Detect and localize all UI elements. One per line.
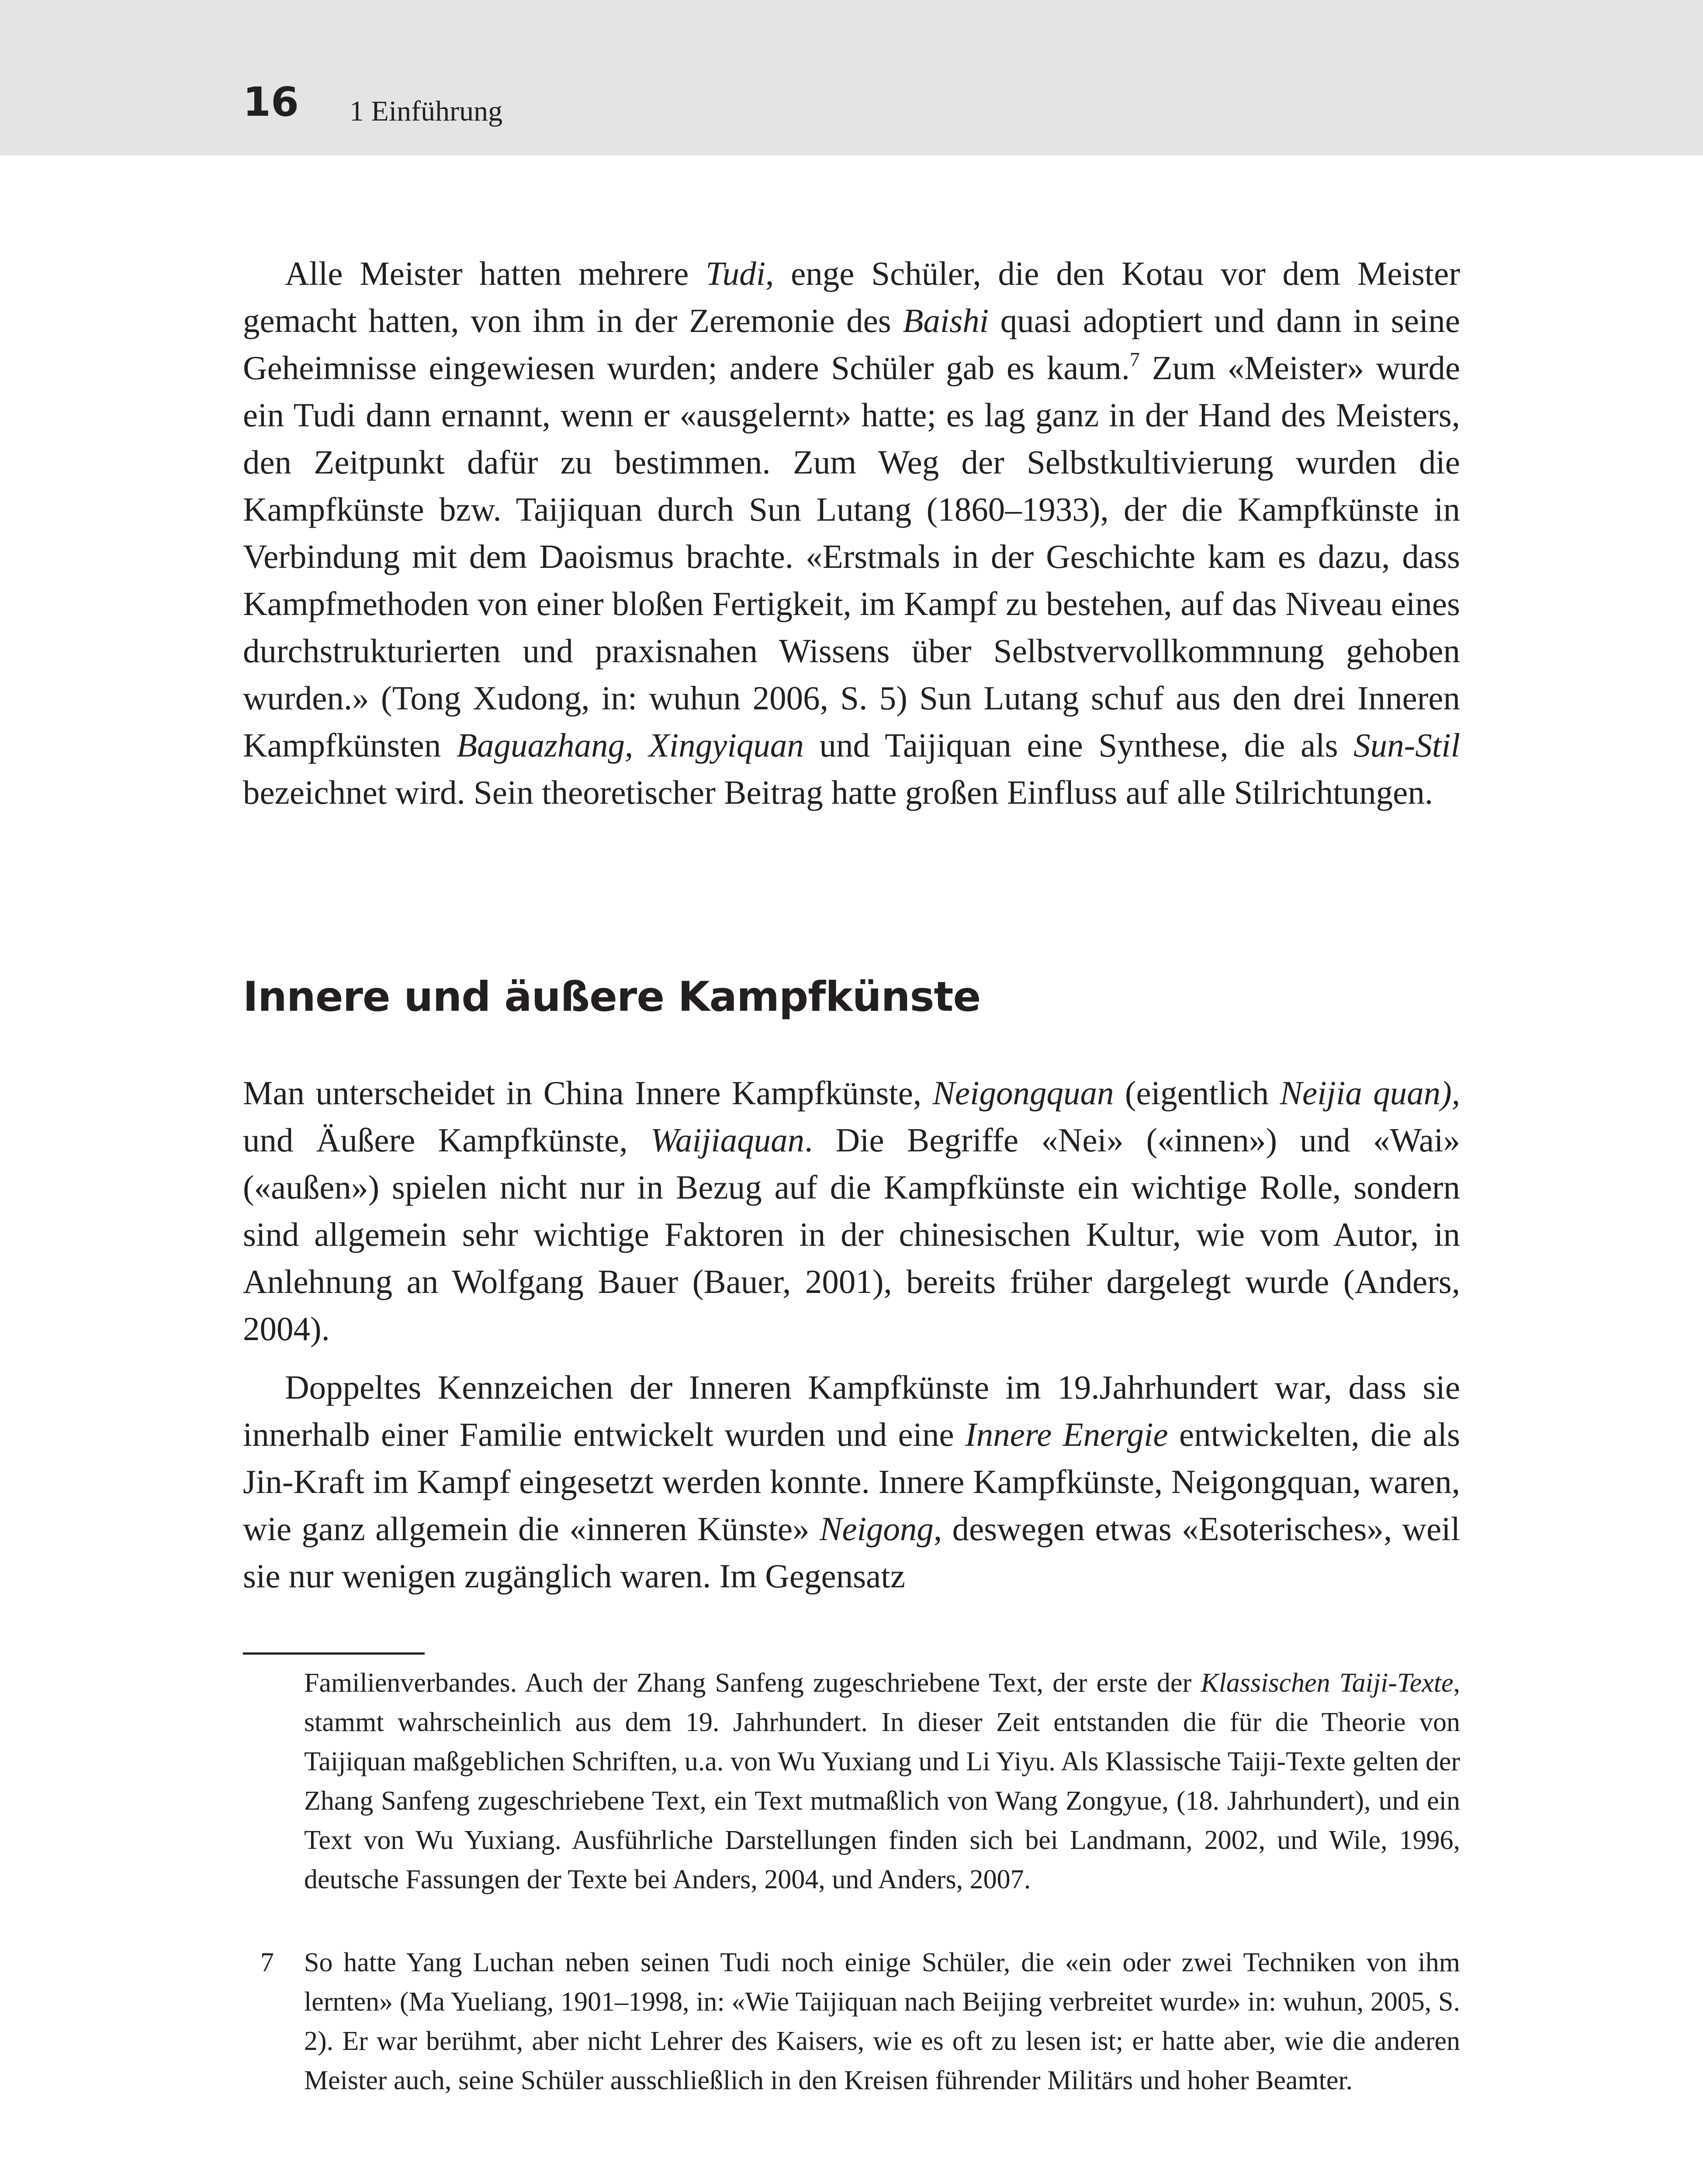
section-heading: Innere und äußere Kampfkünste <box>243 973 981 1021</box>
footnote-7 <box>243 1943 1460 2100</box>
body-paragraph-3: Doppeltes Kennzeichen der Inneren Kampfkünste im 19.Jahrhundert war, dass sie innerhalb einer Familie entwickelt wurden und eine Innere Energie entwickelten, die als Jin-Kraft im Kampf eingesetzt werden konnte. Innere Kampfkünste, Neigongquan, waren, wie ganz allgemein die «inneren Künste» Neigong, deswegen etwas «Esoterisches», weil sie nur wenigen zugänglich waren. Im Gegensatz <box>243 1368 1460 1595</box>
page-header <box>0 0 1703 156</box>
footnote-reference: 7 <box>1130 348 1140 370</box>
footnote-continued: Familienverbandes. Auch der Zhang Sanfeng zugeschriebene Text, der erste der Klassischen Taiji-Texte, stammt wahrscheinlich aus dem 19. Jahrhundert. In dieser Zeit entstanden die für die Theorie von Taijiquan maßgeblichen Schriften, u.a. von Wu Yuxiang und Li Yiyu. Als Klassische Taiji-Texte gelten der Zhang Sanfeng zugeschriebene Text, ein Text mutmaßlich von Wang Zongyue, (18. Jahrhundert), und ein Text von Wu Yuxiang. Ausführliche Darstellungen finden sich bei Landmann, 2002, und Wile, 1996, deutsche Fassungen der Texte bei Anders, 2004, und Anders, 2007. <box>304 1668 1460 1894</box>
page-number: 16 <box>243 79 299 125</box>
footnote-number: 7 <box>260 1948 274 1977</box>
footnote-separator <box>243 1652 425 1655</box>
footnote-text: So hatte Yang Luchan neben seinen Tudi noch einige Schüler, die «ein oder zwei Techniken von ihm lernten» (Ma Yueliang, 1901–1998, in: «Wie Taijiquan nach Beijing verbreitet wurde» in: wuhun, 2005, S. 2). Er war berühmt, aber nicht Lehrer des Kaisers, wie es oft zu lesen ist; er hatte aber, wie die anderen Meister auch, seine Schüler ausschließlich in den Kreisen führender Militärs und hoher Beamter. <box>304 1948 1460 2095</box>
body-paragraph-2: Man unterscheidet in China Innere Kampfkünste, Neigongquan (eigentlich Neijia quan), und Äußere Kampfkünste, Waijiaquan. Die Begriffe «Nei» («innen») und «Wai» («außen») spielen nicht nur in Bezug auf die Kampfkünste ein wichtige Rolle, sondern sind allgemein sehr wichtige Faktoren in der chinesischen Kultur, wie vom Autor, in Anlehnung an Wolfgang Bauer (Bauer, 2001), bereits früher dargelegt wurde (Anders, 2004). <box>243 1074 1460 1348</box>
running-chapter-title: 1 Einführung <box>350 95 503 127</box>
body-paragraph-1: Alle Meister hatten mehrere Tudi, enge Schüler, die den Kotau vor dem Meister gemacht hatten, von ihm in der Zeremonie des Baishi quasi adoptiert und dann in seine Geheimnisse eingewiesen wurden; andere Schüler gab es kaum.$^7$ Zum «Meister» wurde ein Tudi dann ernannt, wenn er «ausgelernt» hatte; es lag ganz in der Hand des Meisters, den Zeitpunkt dafür zu bestimmen. Zum Weg der Selbstkultivierung wurden die Kampfkünste bzw. Taijiquan durch Sun Lutang (1860–1933), der die Kampfkünste in Verbindung mit dem Daoismus brachte. «Erstmals in der Geschichte kam es dazu, dass Kampfmethoden von einer bloßen Fertigkeit, im Kampf zu bestehen, auf das Niveau eines durchstrukturierten und praxisnahen Wissens über Selbstvervollkommnung gehoben wurden.» (Tong Xudong, in: wuhun 2006, S. 5) Sun Lutang schuf aus den drei Inneren Kampfkünsten Baguazhang, Xingyiquan und Taijiquan eine Synthese, die als Sun-Stil bezeichnet wird. Sein theoretischer Beitrag hatte großen Einfluss auf alle Stilrichtungen. <box>243 255 1461 811</box>
